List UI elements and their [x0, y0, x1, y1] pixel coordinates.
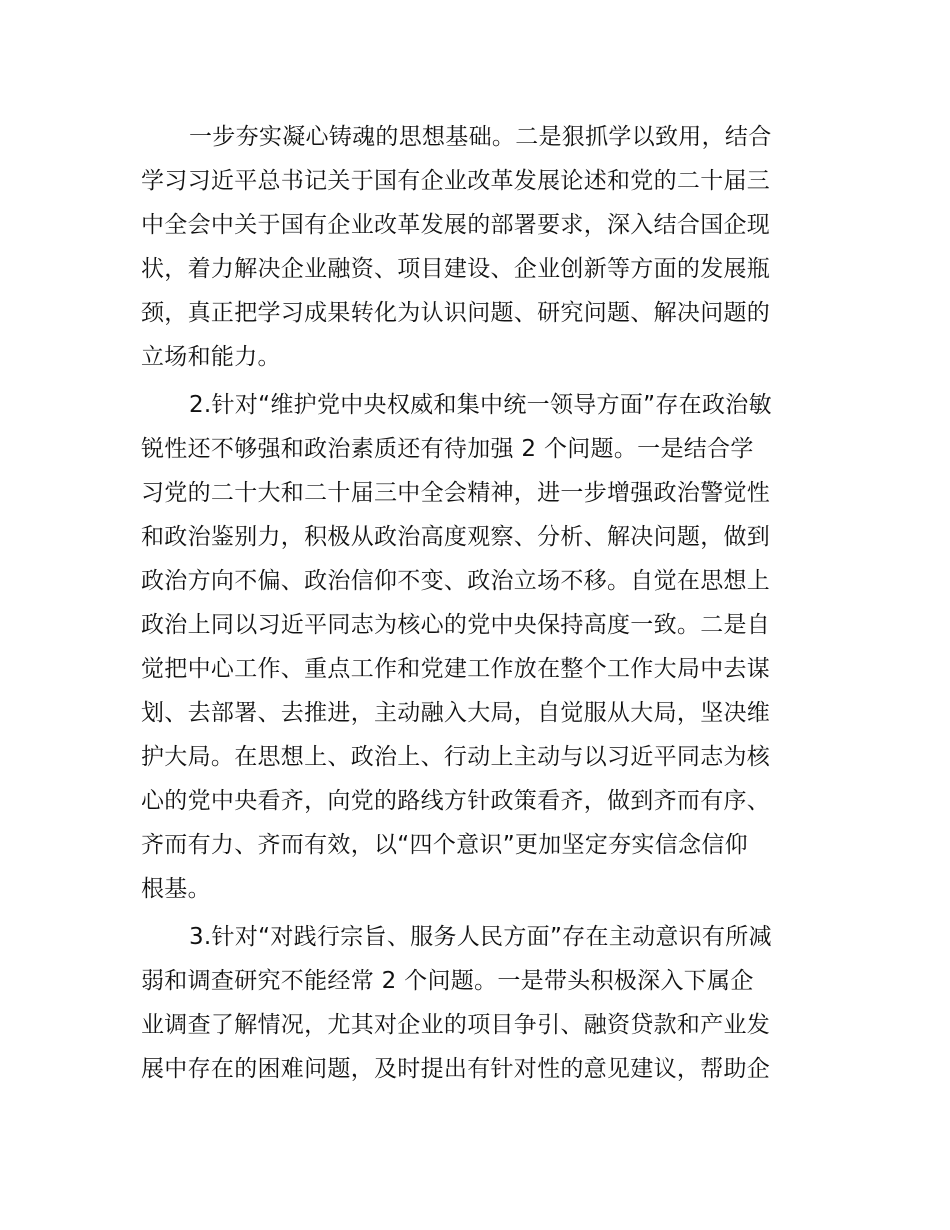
- paragraph-1: [141, 115, 811, 379]
- text-line: 锐性还不够强和政治素质还有待加强 2 个问题。一是结合学: [141, 436, 754, 462]
- document-body: [141, 115, 811, 1091]
- text-line: 一步夯实凝心铸魂的思想基础。二是狠抓学以致用，结合: [189, 124, 772, 150]
- text-line: 2.针对“维护党中央权威和集中统一领导方面”存在政治敏: [189, 392, 772, 418]
- text-line: 业调查了解情况，尤其对企业的项目争引、融资贷款和产业发: [141, 1012, 771, 1038]
- paragraph-2: [141, 383, 811, 911]
- text-line: 齐而有力、齐而有效，以“四个意识”更加坚定夯实信念信仰: [141, 832, 748, 858]
- text-line: 3.针对“对践行宗旨、服务人民方面”存在主动意识有所减: [189, 924, 772, 950]
- text-line: 心的党中央看齐，向党的路线方针政策看齐，做到齐而有序、: [141, 788, 771, 814]
- text-line: 划、去部署、去推进，主动融入大局，自觉服从大局，坚决维: [141, 700, 771, 726]
- text-line: 习党的二十大和二十届三中全会精神，进一步增强政治警觉性: [141, 480, 771, 506]
- text-line: 中全会中关于国有企业改革发展的部署要求，深入结合国企现: [141, 212, 771, 238]
- text-line: 政治方向不偏、政治信仰不变、政治立场不移。自觉在思想上: [141, 568, 771, 594]
- text-line: 和政治鉴别力，积极从政治高度观察、分析、解决问题，做到: [141, 524, 771, 550]
- text-line: 状，着力解决企业融资、项目建设、企业创新等方面的发展瓶: [141, 256, 771, 282]
- text-line: 护大局。在思想上、政治上、行动上主动与以习近平同志为核: [141, 744, 771, 770]
- text-line: 觉把中心工作、重点工作和党建工作放在整个工作大局中去谋: [141, 656, 771, 682]
- text-line: 根基。: [141, 876, 211, 902]
- text-line: 学习习近平总书记关于国有企业改革发展论述和党的二十届三: [141, 168, 771, 194]
- text-line: 展中存在的困难问题，及时提出有针对性的意见建议，帮助企: [141, 1056, 771, 1082]
- text-line: 立场和能力。: [141, 344, 281, 370]
- text-line: 弱和调查研究不能经常 2 个问题。一是带头积极深入下属企: [141, 968, 754, 994]
- text-line: 政治上同以习近平同志为核心的党中央保持高度一致。二是自: [141, 612, 771, 638]
- text-line: 颈，真正把学习成果转化为认识问题、研究问题、解决问题的: [141, 300, 771, 326]
- paragraph-3: [141, 915, 811, 1091]
